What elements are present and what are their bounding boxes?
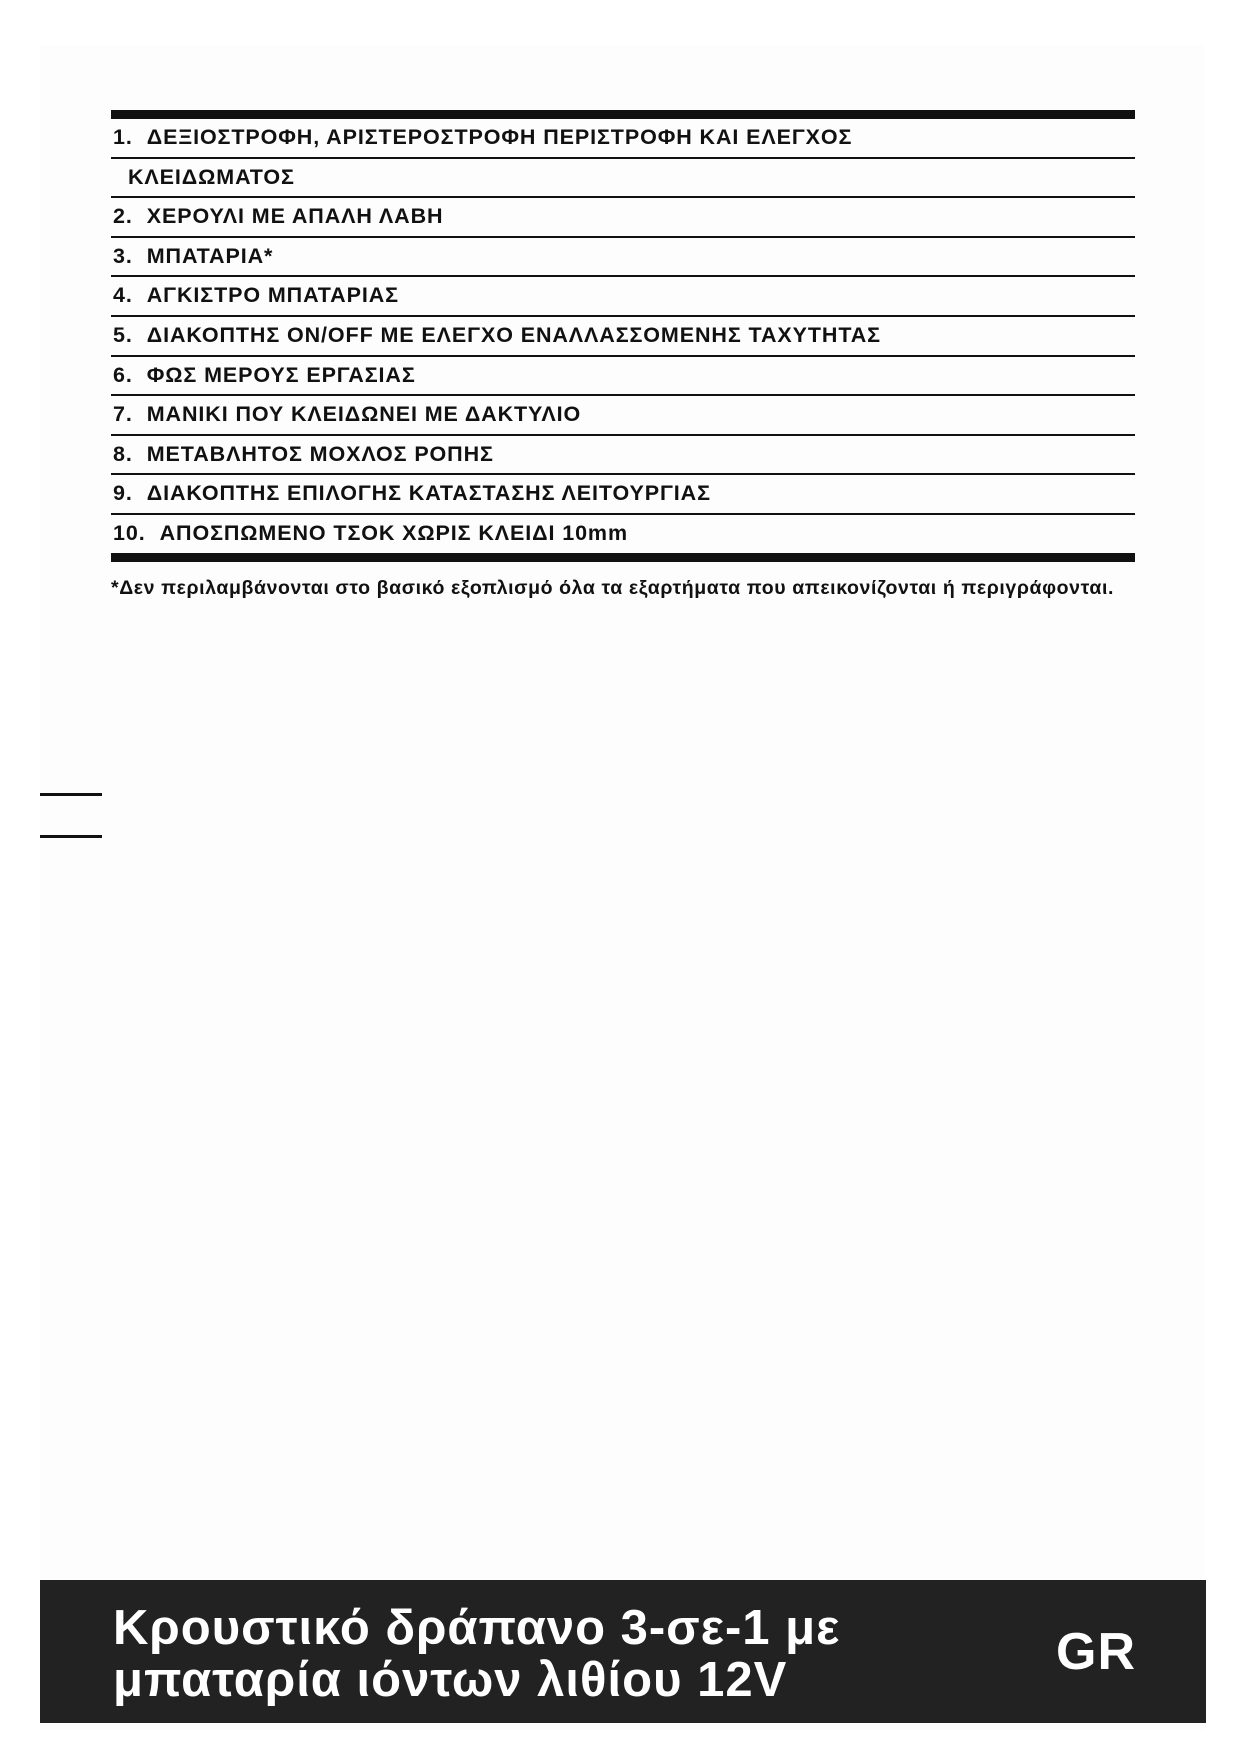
parts-list-item-1-continuation — [111, 159, 1135, 199]
item-number: 2. — [113, 204, 133, 229]
parts-list-item-1 — [111, 119, 1135, 159]
item-number: 1. — [113, 125, 133, 149]
margin-rule-1 — [40, 793, 102, 796]
parts-list-item-10 — [111, 515, 1135, 553]
product-title-line-1: Κρουστικό δράπανο 3-σε-1 με — [113, 1601, 841, 1655]
item-label: ΜΕΤΑΒΛΗΤΟΣ ΜΟΧΛΟΣ ΡΟΠΗΣ — [146, 441, 494, 466]
item-label: ΑΠΟΣΠΩΜΕΝΟ ΤΣΟΚ ΧΩΡΙΣ ΚΛΕΙΔΙ 10mm — [159, 520, 628, 545]
item-label: ΑΓΚΙΣΤΡΟ ΜΠΑΤΑΡΙΑΣ — [146, 283, 399, 308]
item-label: ΦΩΣ ΜΕΡΟΥΣ ΕΡΓΑΣΙΑΣ — [146, 362, 416, 387]
item-number: 6. — [113, 362, 133, 387]
language-code: GR — [1056, 1623, 1136, 1681]
item-number: 3. — [113, 243, 133, 268]
parts-list-item-3 — [111, 238, 1135, 278]
parts-list-item-6 — [111, 357, 1135, 397]
parts-list-item-9 — [111, 475, 1135, 515]
parts-list-item-7 — [111, 396, 1135, 436]
parts-list — [111, 110, 1135, 562]
item-number: 4. — [113, 283, 133, 308]
parts-list-item-8 — [111, 436, 1135, 476]
item-label-continuation: ΚΛΕΙΔΩΜΑΤΟΣ — [128, 164, 295, 189]
item-number: 8. — [113, 441, 133, 466]
item-label: ΔΕΞΙΟΣΤΡΟΦΗ, ΑΡΙΣΤΕΡΟΣΤΡΟΦΗ ΠΕΡΙΣΤΡΟΦΗ ΚΑΙ ΕΛΕΓΧΟΣ — [146, 125, 853, 149]
parts-list-item-4 — [111, 277, 1135, 317]
product-title-banner — [40, 1580, 1206, 1723]
item-number: 10. — [113, 520, 146, 545]
item-number: 5. — [113, 322, 133, 347]
item-label: ΜΑΝΙΚΙ ΠΟΥ ΚΛΕΙΔΩΝΕΙ ΜΕ ΔΑΚΤΥΛΙΟ — [146, 402, 582, 427]
parts-list-item-2 — [111, 198, 1135, 238]
item-label: ΔΙΑΚΟΠΤΗΣ ΕΠΙΛΟΓΗΣ ΚΑΤΑΣΤΑΣΗΣ ΛΕΙΤΟΥΡΓΙΑΣ — [146, 481, 711, 506]
item-number: 9. — [113, 481, 133, 506]
product-title — [113, 1602, 840, 1706]
accessories-footnote: *Δεν περιλαμβάνονται στο βασικό εξοπλισμό όλα τα εξαρτήματα που απεικονίζονται ή περιγράφονται. — [111, 577, 1115, 599]
margin-rule-2 — [40, 835, 102, 838]
product-title-line-2: μπαταρία ιόντων λιθίου 12V — [113, 1653, 788, 1707]
parts-list-item-5 — [111, 317, 1135, 357]
item-label: ΧΕΡΟΥΛΙ ΜΕ ΑΠΑΛΗ ΛΑΒΗ — [146, 204, 444, 229]
item-label: ΔΙΑΚΟΠΤΗΣ ON/OFF ΜΕ ΕΛΕΓΧΟ ΕΝΑΛΛΑΣΣΟΜΕΝΗΣ ΤΑΧΥΤΗΤΑΣ — [146, 322, 881, 347]
item-label: ΜΠΑΤΑΡΙΑ* — [146, 243, 274, 268]
item-number: 7. — [113, 402, 133, 427]
